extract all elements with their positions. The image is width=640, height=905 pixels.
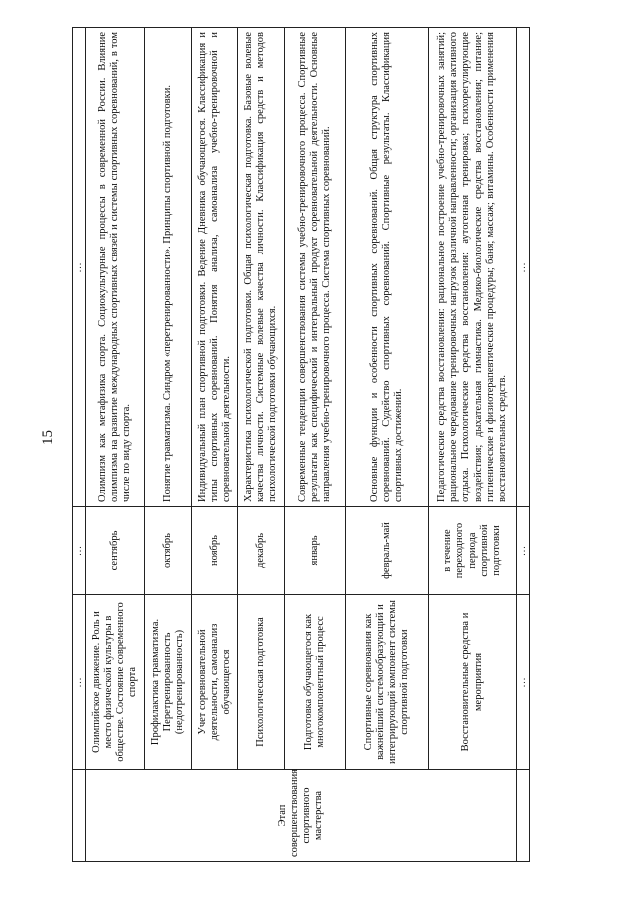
table-row — [285, 28, 346, 862]
table-row — [238, 28, 285, 862]
content-cell: Педагогические средства восстановления: рациональное построение учебно-тренировочных занятий; рациональное чередование тренировочных нагрузок различной направленности; организация активного отдыха. Психологические средства восстановления: аутогенная тренировка; психорегулирующие воздействия; дыхательная гимнастика. Медико-биологические средства восстановления; питание; гигиенические и физиотерапевтические процедуры; баня; массаж; витамины. Особенности применения восстановительных средств. — [429, 28, 516, 507]
header-cell-content: ... — [73, 28, 86, 507]
period-cell: январь — [285, 507, 346, 595]
table-row — [346, 28, 429, 862]
footer-cell-stage — [516, 770, 529, 862]
content-cell: Индивидуальный план спортивной подготовки. Ведение Дневника обучающегося. Классификация и типы спортивных соревнований. Понятия анализа, самоанализа учебно-тренировочной и соревновательной деятельности. — [191, 28, 238, 507]
table-footer-row — [516, 28, 529, 862]
footer-cell-topic: ... — [516, 595, 529, 770]
stage-cell: Этап совершенствования спортивного мастерства — [86, 770, 517, 862]
topic-cell: Олимпийское движение. Роль и место физической культуры в обществе. Состояние современного спорта — [86, 595, 145, 770]
rotated-table-container — [72, 28, 530, 862]
period-cell: февраль-май — [346, 507, 429, 595]
topic-cell: Подготовка обучающегося как многокомпонентный процесс — [285, 595, 346, 770]
footer-cell-period: ... — [516, 507, 529, 595]
content-cell: Основные функции и особенности спортивных соревнований. Общая структура спортивных соревнований. Судейство спортивных соревнований. Спортивные результаты. Классификация спортивных достижений. — [346, 28, 429, 507]
page-number: 15 — [40, 430, 56, 445]
period-cell: декабрь — [238, 507, 285, 595]
period-cell: ноябрь — [191, 507, 238, 595]
header-cell-period: ... — [73, 507, 86, 595]
header-cell-topic: ... — [73, 595, 86, 770]
content-cell: Олимпизм как метафизика спорта. Социокультурные процессы в современной России. Влияние олимпизма на развитие международных спортивных связей и системы спортивных соревнований, в том числе по виду спорта. — [86, 28, 145, 507]
table-row — [191, 28, 238, 862]
period-cell: октябрь — [145, 507, 192, 595]
topic-cell: Психологическая подготовка — [238, 595, 285, 770]
topic-cell: Профилактика травматизма. Перетренированность (недотренированность) — [145, 595, 192, 770]
table-row — [429, 28, 516, 862]
curriculum-table — [72, 27, 530, 862]
content-cell: Характеристика психологической подготовки. Общая психологическая подготовка. Базовые волевые качества личности. Системные волевые качества личности. Классификация средств и методов психологической подготовки обучающихся. — [238, 28, 285, 507]
topic-cell: Восстановительные средства и мероприятия — [429, 595, 516, 770]
content-cell: Современные тенденции совершенствования системы учебно-тренировочного процесса. Спортивные результаты как специфический и интегральный продукт соревновательной деятельности. Основные направления учебно-тренировочного процесса. Система спортивных соревнований. — [285, 28, 346, 507]
footer-cell-content: ... — [516, 28, 529, 507]
period-cell: в течение переходного периода спортивной подготовки — [429, 507, 516, 595]
table-header-row — [73, 28, 86, 862]
table-row — [145, 28, 192, 862]
content-cell: Понятие травматизма. Синдром «перетренированности». Принципы спортивной подготовки. — [145, 28, 192, 507]
period-cell: сентябрь — [86, 507, 145, 595]
table-row — [86, 28, 145, 862]
topic-cell: Учет соревновательной деятельности, самоанализ обучающегося — [191, 595, 238, 770]
header-cell-stage — [73, 770, 86, 862]
topic-cell: Спортивные соревнования как важнейший системообразующий и интегрирующий компонент системы спортивной подготовки — [346, 595, 429, 770]
